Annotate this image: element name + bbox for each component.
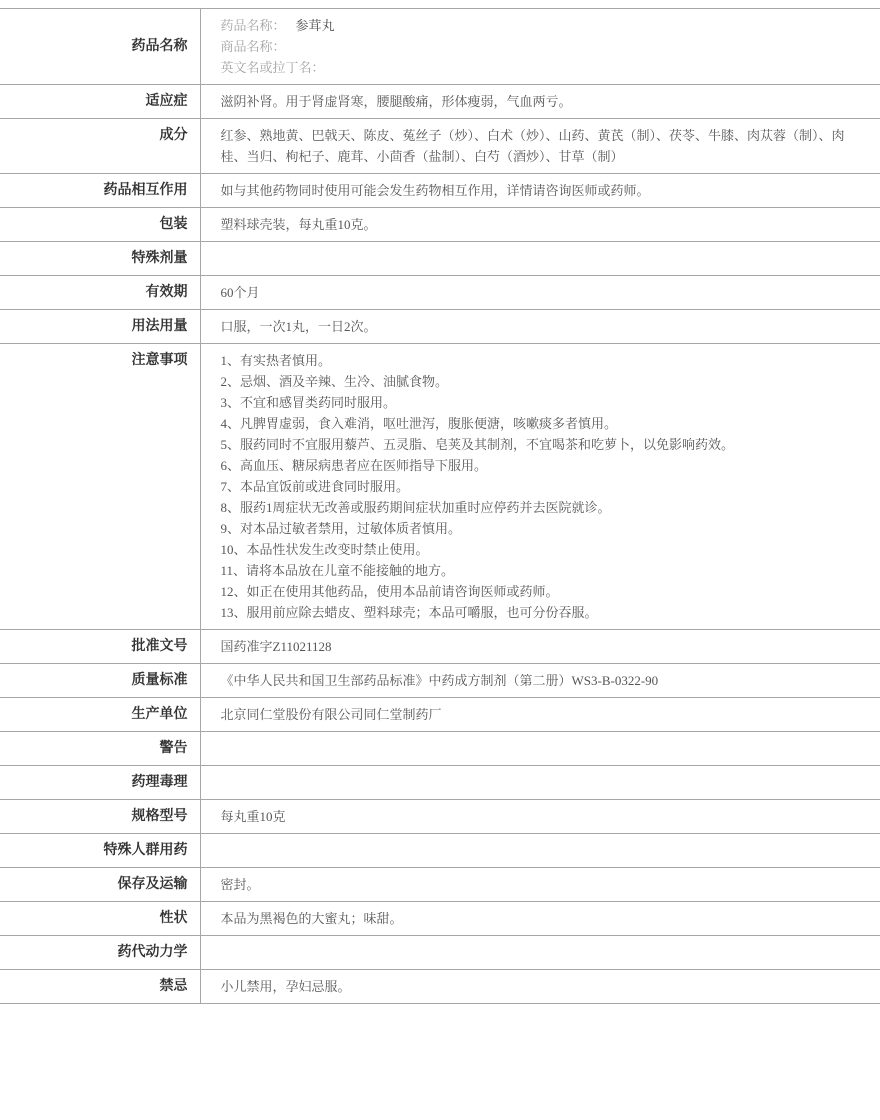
row-label: 药品名称 (0, 9, 200, 85)
row-value: 北京同仁堂股份有限公司同仁堂制药厂 (220, 707, 442, 722)
row-label: 警告 (0, 732, 200, 766)
field-generic-name (221, 15, 871, 36)
row-specification (0, 800, 880, 834)
row-shelf-life (0, 276, 880, 310)
row-manufacturer (0, 698, 880, 732)
row-label: 特殊剂量 (0, 242, 200, 276)
row-label: 药代动力学 (0, 936, 200, 970)
row-value (200, 766, 880, 800)
row-label: 规格型号 (0, 800, 200, 834)
row-label: 质量标准 (0, 664, 200, 698)
row-value (200, 242, 880, 276)
field-label: 药品名称： (220, 18, 286, 33)
precaution-item: 13、服用前应除去蜡皮、塑料球壳；本品可嚼服，也可分份吞服。 (220, 605, 598, 620)
field-trade-name (221, 36, 871, 57)
row-drug-interactions (0, 174, 880, 208)
row-value: 本品为黑褐色的大蜜丸；味甜。 (220, 911, 403, 926)
row-approval-number (0, 630, 880, 664)
precaution-item: 2、忌烟、酒及辛辣、生冷、油腻食物。 (220, 374, 449, 389)
row-label: 批准文号 (0, 630, 200, 664)
row-label: 保存及运输 (0, 868, 200, 902)
row-label: 用法用量 (0, 310, 200, 344)
row-label: 注意事项 (0, 344, 200, 630)
field-value (286, 39, 296, 54)
precaution-item: 4、凡脾胃虚弱，食入难消，呕吐泄泻，腹胀便溏，咳嗽痰多者慎用。 (220, 416, 618, 431)
field-value: 参茸丸 (295, 18, 335, 33)
precaution-item: 11、请将本品放在儿童不能接触的地方。 (220, 563, 455, 578)
row-special-dosage (0, 242, 880, 276)
row-label: 药品相互作用 (0, 174, 200, 208)
row-value (200, 834, 880, 868)
precaution-item: 5、服药同时不宜服用藜芦、五灵脂、皂荚及其制剂，不宜喝茶和吃萝卜，以免影响药效。 (220, 437, 735, 452)
row-value (200, 344, 880, 630)
row-label: 适应症 (0, 85, 200, 119)
row-value (200, 732, 880, 766)
precaution-item: 1、有实热者慎用。 (220, 353, 332, 368)
precaution-item: 3、不宜和感冒类药同时服用。 (220, 395, 397, 410)
drug-info-table (0, 8, 880, 1004)
precaution-item: 6、高血压、糖尿病患者应在医师指导下服用。 (220, 458, 488, 473)
row-contraindications (0, 970, 880, 1004)
row-value: 滋阴补肾。用于肾虚肾寒，腰腿酸痛，形体瘦弱，气血两亏。 (220, 94, 572, 109)
row-value: 每丸重10克 (220, 809, 286, 824)
row-value: 口服，一次1丸，一日2次。 (220, 319, 377, 334)
row-description (0, 902, 880, 936)
row-pharmacology-toxicology (0, 766, 880, 800)
field-english-name (221, 57, 871, 78)
row-dosage-usage (0, 310, 880, 344)
field-label: 商品名称： (220, 39, 286, 54)
row-quality-standard (0, 664, 880, 698)
row-ingredients (0, 119, 880, 174)
precaution-item: 9、对本品过敏者禁用，过敏体质者慎用。 (220, 521, 462, 536)
row-value: 红参、熟地黄、巴戟天、陈皮、菟丝子（炒）、白术（炒）、山药、黄芪（制）、茯苓、牛膝、肉苁蓉（制）、肉桂、当归、枸杞子、鹿茸、小茴香（盐制）、白芍（酒炒）、甘草（制） (220, 128, 845, 164)
row-special-populations (0, 834, 880, 868)
row-value: 密封。 (220, 877, 260, 892)
row-label: 包装 (0, 208, 200, 242)
row-label: 特殊人群用药 (0, 834, 200, 868)
row-storage-transport (0, 868, 880, 902)
row-label: 禁忌 (0, 970, 200, 1004)
row-indications (0, 85, 880, 119)
row-value: 《中华人民共和国卫生部药品标准》中药成方制剂（第二册）WS3-B-0322-90 (220, 673, 659, 688)
row-warning (0, 732, 880, 766)
row-precautions (0, 344, 880, 630)
row-packaging (0, 208, 880, 242)
field-label: 英文名或拉丁名： (220, 60, 325, 75)
precaution-item: 10、本品性状发生改变时禁止使用。 (220, 542, 429, 557)
row-value (200, 936, 880, 970)
row-drug-name (0, 9, 880, 85)
row-label: 成分 (0, 119, 200, 174)
row-pharmacokinetics (0, 936, 880, 970)
row-label: 生产单位 (0, 698, 200, 732)
row-value: 60个月 (220, 285, 260, 300)
row-value (200, 9, 880, 85)
precaution-item: 8、服药1周症状无改善或服药期间症状加重时应停药并去医院就诊。 (220, 500, 611, 515)
row-value: 国药准字Z11021128 (220, 639, 332, 654)
row-value: 如与其他药物同时使用可能会发生药物相互作用，详情请咨询医师或药师。 (220, 183, 650, 198)
precaution-item: 7、本品宜饭前或进食同时服用。 (220, 479, 410, 494)
row-label: 药理毒理 (0, 766, 200, 800)
row-label: 性状 (0, 902, 200, 936)
precaution-item: 12、如正在使用其他药品，使用本品前请咨询医师或药师。 (220, 584, 559, 599)
row-value: 塑料球壳装，每丸重10克。 (220, 217, 377, 232)
field-value (325, 60, 335, 75)
row-label: 有效期 (0, 276, 200, 310)
row-value: 小儿禁用，孕妇忌服。 (220, 979, 351, 994)
